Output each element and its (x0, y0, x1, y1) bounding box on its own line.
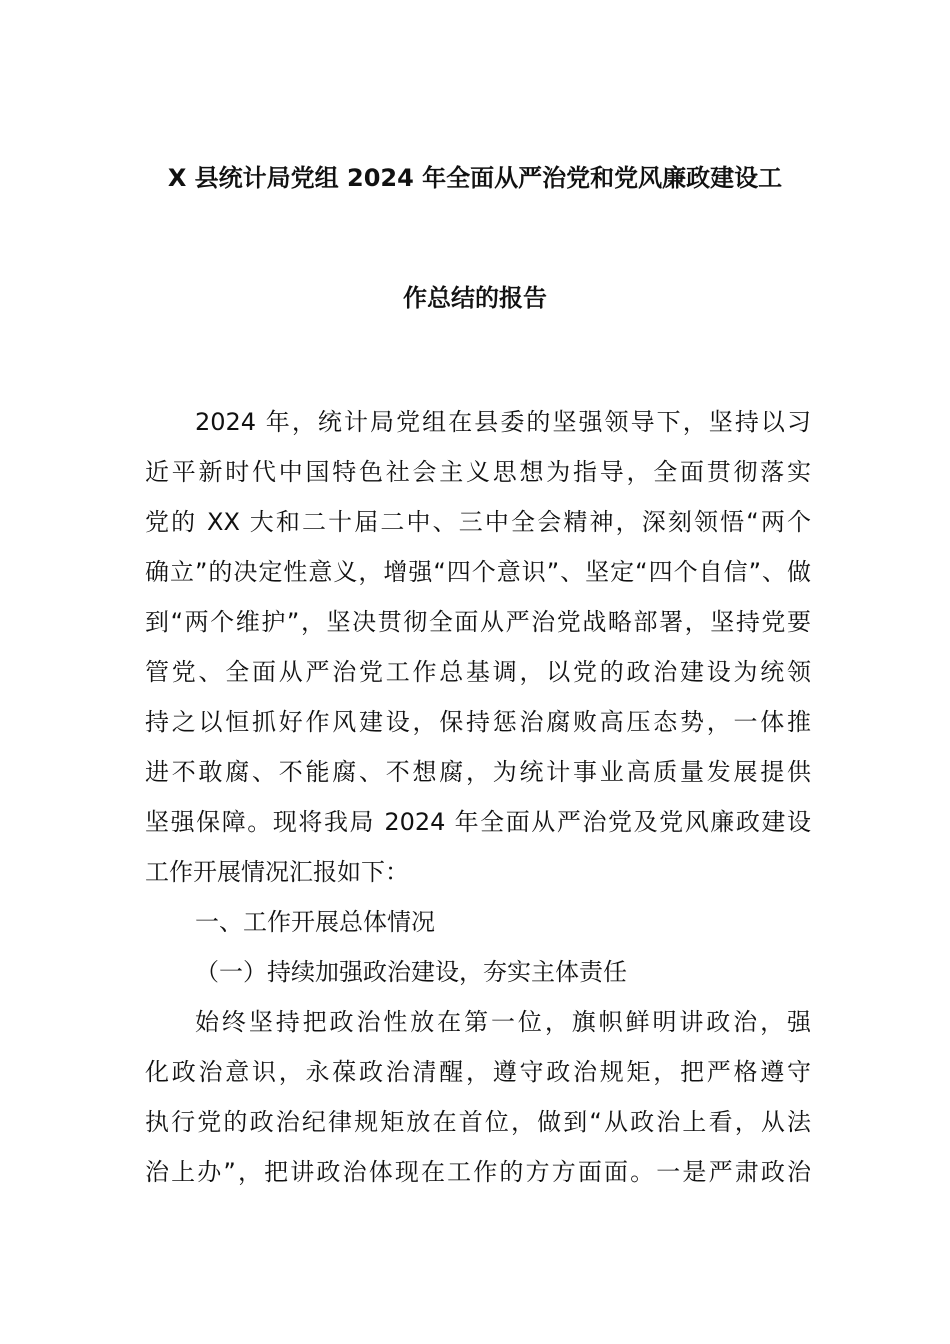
paragraph-1-line: 近平新时代中国特色社会主义思想为指导，全面贯彻落实 (145, 458, 811, 486)
document-body (145, 397, 811, 1197)
paragraph-2-line: 治上办”，把讲政治体现在工作的方方面面。一是严肃政治 (145, 1158, 811, 1186)
section-heading-2: （一）持续加强政治建设，夯实主体责任 (195, 958, 627, 986)
paragraph-1-line: 2024 年，统计局党组在县委的坚强领导下，坚持以习 (195, 408, 811, 436)
document-title-line-2: 作总结的报告 (403, 284, 547, 312)
paragraph-1-line: 坚强保障。现将我局 2024 年全面从严治党及党风廉政建设 (145, 808, 811, 836)
paragraph-1-line: 持之以恒抓好作风建设，保持惩治腐败高压态势，一体推 (145, 708, 811, 736)
paragraph-1-line: 工作开展情况汇报如下： (145, 858, 409, 886)
document-title-line-1: X 县统计局党组 2024 年全面从严治党和党风廉政建设工 (167, 164, 783, 192)
paragraph-1-line: 进不敢腐、不能腐、不想腐，为统计事业高质量发展提供 (145, 758, 811, 786)
paragraph-1-line: 党的 XX 大和二十届二中、三中全会精神，深刻领悟“两个 (145, 508, 811, 536)
paragraph-2-line: 始终坚持把政治性放在第一位，旗帜鲜明讲政治，强 (195, 1008, 811, 1036)
paragraph-1-line: 确立”的决定性意义，增强“四个意识”、坚定“四个自信”、做 (145, 558, 811, 586)
paragraph-2-line: 化政治意识，永葆政治清醒，遵守政治规矩，把严格遵守 (145, 1058, 811, 1086)
section-heading-1: 一、工作开展总体情况 (195, 908, 435, 936)
paragraph-1-line: 管党、全面从严治党工作总基调，以党的政治建设为统领 (145, 658, 811, 686)
paragraph-2-line: 执行党的政治纪律规矩放在首位，做到“从政治上看，从法 (145, 1108, 811, 1136)
paragraph-1-line: 到“两个维护”，坚决贯彻全面从严治党战略部署，坚持党要 (145, 608, 811, 636)
